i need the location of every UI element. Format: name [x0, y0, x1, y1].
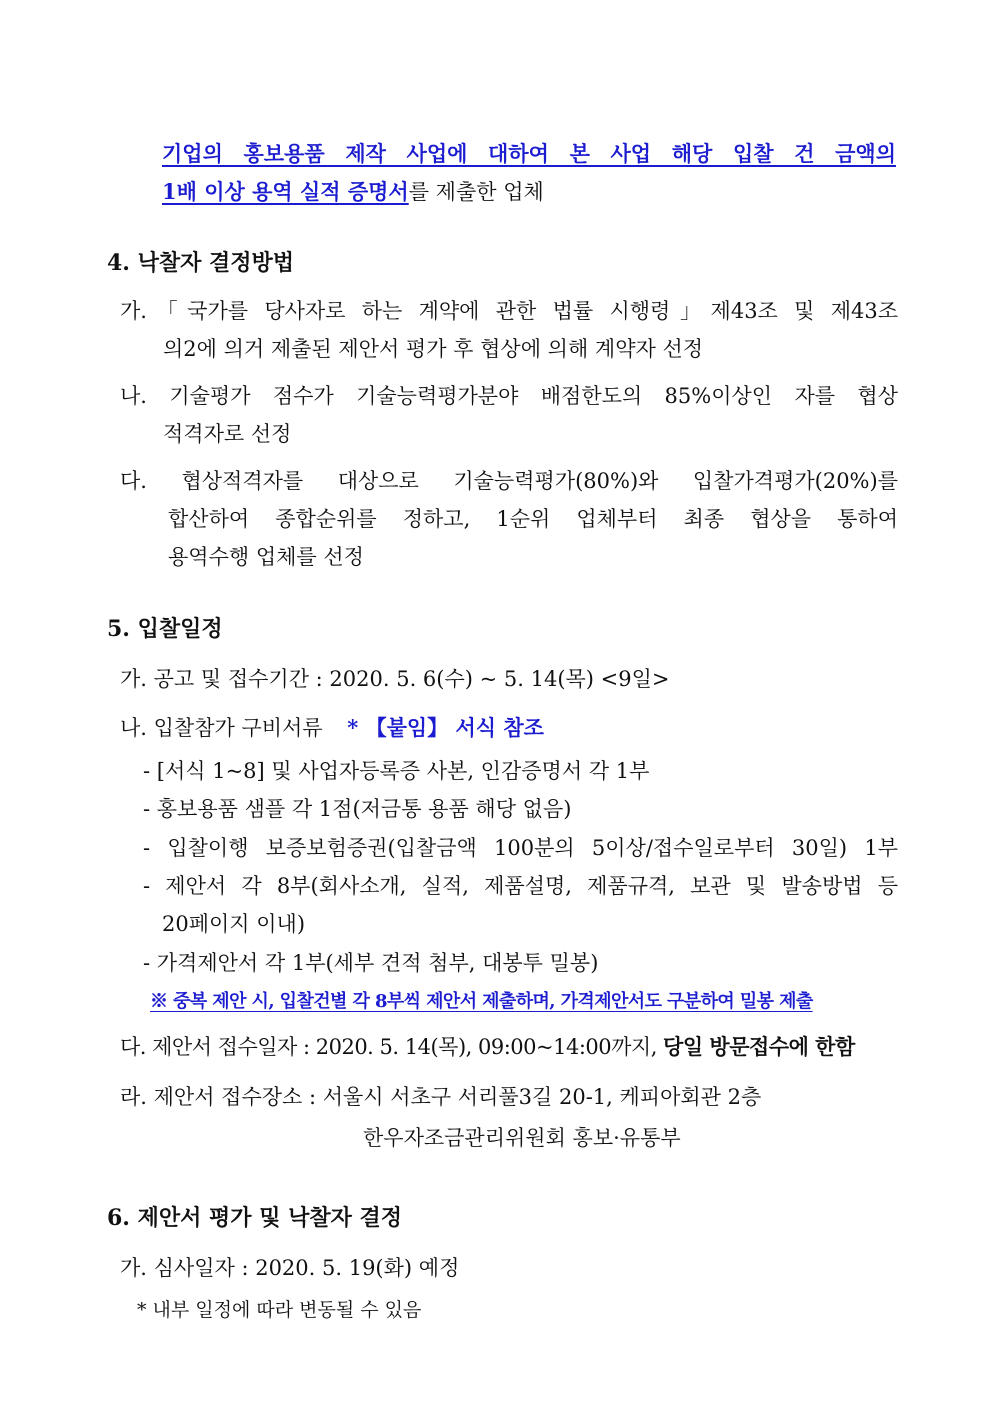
- intro-line-2: [162, 178, 544, 206]
- s5-item-4-cont: 20페이지 이내): [162, 912, 306, 936]
- intro-highlight: 1배 이상 용역 실적 증명서: [162, 179, 409, 204]
- s4-ga-line-1: 가.「국가를 당사자로 하는 계약에 관한 법률 시행령」제43조 및 제43조: [120, 299, 898, 323]
- s5-ga: 가. 공고 및 접수기간 : 2020. 5. 6(수) ~ 5. 14(목) <9일>: [120, 667, 670, 691]
- s4-da-line-1: 다. 협상적격자를 대상으로 기술능력평가(80%)와 입찰가격평가(20%)를: [120, 469, 898, 493]
- s4-da-line-2: 합산하여 종합순위를 정하고, 1순위 업체부터 최종 협상을 통하여: [168, 507, 898, 531]
- s5-da-main: 다. 제안서 접수일자 : 2020. 5. 14(목), 09:00~14:00까지,: [120, 1035, 664, 1059]
- s5-warning: ※ 중복 제안 시, 입찰건별 각 8부씩 제안서 제출하며, 가격제안서도 구분하여 밀봉 제출: [150, 991, 813, 1012]
- s5-na-note: * 【붙임】 서식 참조: [347, 715, 544, 740]
- s4-da-line-3: 용역수행 업체를 선정: [168, 545, 364, 569]
- s5-da-bold: 당일 방문접수에 한함: [663, 1034, 855, 1059]
- s5-ra-line-2: 한우자조금관리위원회 홍보·유통부: [363, 1126, 681, 1150]
- s4-na-line-1: 나. 기술평가 점수가 기술능력평가분야 배점한도의 85%이상인 자를 협상: [120, 384, 898, 408]
- s5-item-5: - 가격제안서 각 1부(세부 견적 첨부, 대봉투 밀봉): [143, 951, 599, 975]
- s4-ga-line-2: 의2에 의거 제출된 제안서 평가 후 협상에 의해 계약자 선정: [163, 337, 704, 361]
- intro-rest: 를 제출한 업체: [408, 180, 544, 204]
- s5-item-1: - [서식 1~8] 및 사업자등록증 사본, 인감증명서 각 1부: [143, 759, 650, 783]
- s5-item-2: - 홍보용품 샘플 각 1점(저금통 용품 해당 없음): [143, 797, 572, 821]
- s4-na-line-2: 적격자로 선정: [163, 422, 292, 446]
- section-4-title: 4. 낙찰자 결정방법: [107, 250, 295, 276]
- s5-ra-line-1: 라. 제안서 접수장소 : 서울시 서초구 서리풀3길 20-1, 케피아회관 2층: [120, 1085, 762, 1109]
- s5-da: [120, 1033, 855, 1061]
- s5-na: [120, 714, 544, 742]
- s6-ga: 가. 심사일자 : 2020. 5. 19(화) 예정: [120, 1256, 460, 1280]
- s6-note: * 내부 일정에 따라 변동될 수 있음: [137, 1299, 422, 1321]
- s5-na-label: 나. 입찰참가 구비서류: [120, 716, 323, 740]
- intro-line-1: 기업의 홍보용품 제작 사업에 대하여 본 사업 해당 입찰 건 금액의: [162, 141, 896, 166]
- section-6-title: 6. 제안서 평가 및 낙찰자 결정: [107, 1205, 403, 1231]
- section-5-title: 5. 입찰일정: [107, 616, 223, 642]
- s5-item-4: - 제안서 각 8부(회사소개, 실적, 제품설명, 제품규격, 보관 및 발송방법 등: [143, 874, 898, 898]
- s5-item-3: - 입찰이행 보증보험증권(입찰금액 100분의 5이상/접수일로부터 30일) 1부: [143, 836, 898, 860]
